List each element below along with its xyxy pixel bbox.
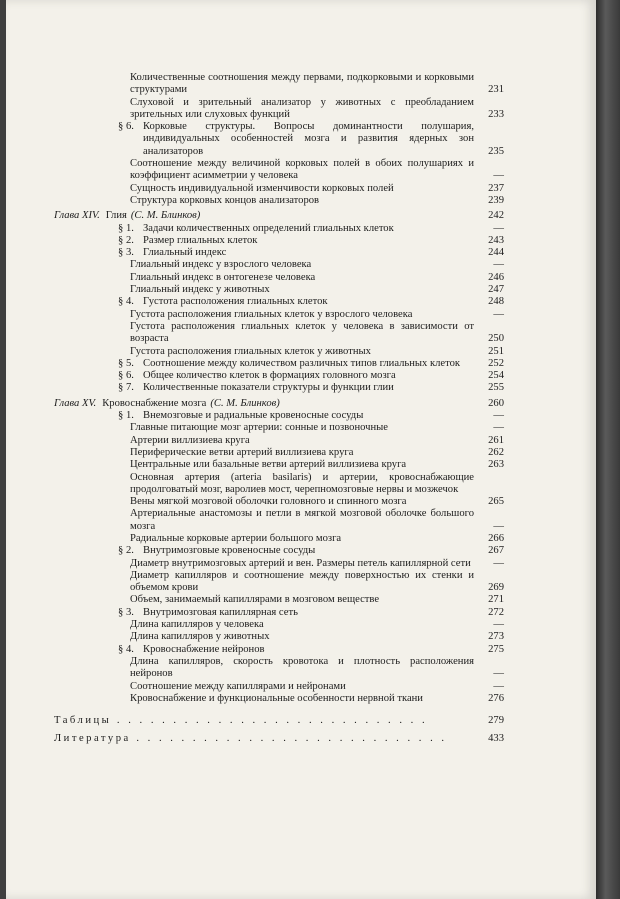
subsection-title: Количественные соотношения между первами, подкорковыми и корковыми структурами	[130, 72, 474, 96]
page-number: —	[476, 410, 504, 422]
toc-entry	[54, 97, 504, 122]
toc-entry	[54, 715, 504, 727]
leader-dots: . . . . . . . . . . . . . . . . . . . . . . . . . . . .	[111, 715, 428, 727]
subsection-title: Слуховой и зрительный анализатор у животных с преобладанием зрительных или слуховых функций	[130, 96, 474, 120]
section-title: Задачи количественных определений глиальных клеток	[143, 222, 394, 234]
section-number: § 1.	[118, 410, 134, 422]
page-number: 231	[476, 84, 504, 96]
toc-entry	[54, 459, 504, 471]
toc-entry	[54, 533, 504, 545]
page-number: 255	[476, 382, 504, 394]
page-number: —	[476, 223, 504, 235]
page-number: —	[476, 309, 504, 321]
toc-entry	[54, 607, 504, 619]
section-number: § 7.	[118, 382, 134, 394]
page-number: —	[476, 422, 504, 434]
section-number: § 1.	[118, 222, 134, 234]
toc-entry	[54, 631, 504, 643]
subsection-title: Длина капилляров у животных	[130, 631, 270, 643]
subsection-title: Центральные или базальные ветви артерий виллизиева круга	[130, 459, 407, 471]
page-number: 265	[476, 496, 504, 508]
section-title: Количественные показатели структуры и функции глии	[143, 382, 394, 394]
page-number: 271	[476, 594, 504, 606]
subsection-title: Соотношение между капиллярами и нейронами	[130, 680, 346, 692]
toc-entry	[54, 309, 504, 321]
section-number: § 3.	[118, 606, 134, 618]
toc-entry	[54, 410, 504, 422]
page-number: 262	[476, 447, 504, 459]
page-number: 273	[476, 631, 504, 643]
subsection-title: Диаметр капилляров и соотношение между поверхностью их стенки и объемом крови	[130, 569, 474, 594]
page-number: —	[476, 170, 504, 182]
subsection-title: Периферические ветви артерий виллизиева круга	[130, 446, 354, 458]
toc-entry	[54, 570, 504, 595]
page-number: —	[476, 521, 504, 533]
toc-entry	[54, 121, 504, 158]
chapter-authors: (С. М. Блинков)	[210, 397, 280, 409]
page-number: 237	[476, 183, 504, 195]
section-number: § 4.	[118, 643, 134, 655]
subsection-title: Длина капилляров, скорость кровотока и плотность расположения нейронов	[130, 655, 474, 680]
page-number: 233	[476, 109, 504, 121]
toc-entry	[54, 398, 504, 410]
subsection-title: Объем, занимаемый капиллярами в мозговом веществе	[130, 594, 380, 606]
chapter-authors: (С. М. Блинков)	[130, 210, 201, 222]
page-number: 267	[476, 545, 504, 557]
page-number: —	[476, 668, 504, 680]
subsection-title: Артериальные анастомозы и петли в мягкой мозговой оболочке большого мозга	[130, 508, 474, 532]
toc-entry	[54, 619, 504, 631]
section-title: Внутримозговая капиллярная сеть	[143, 606, 298, 618]
chapter-title: Глия	[105, 210, 127, 222]
subsection-title: Соотношение между величиной корковых полей в обоих полушариях и коэффициент асимметрии у человека	[130, 158, 474, 182]
toc-entry	[54, 733, 504, 745]
section-number: § 2.	[118, 234, 134, 246]
table-of-contents	[54, 72, 504, 746]
toc-entry	[54, 183, 504, 195]
toc-entry	[54, 472, 504, 497]
toc-entry	[54, 272, 504, 284]
section-title: Густота расположения глиальных клеток	[143, 296, 328, 308]
toc-entry	[54, 158, 504, 183]
page-number: 263	[476, 459, 504, 471]
section-title: Внемозговые и радиальные кровеносные сосуды	[143, 410, 364, 422]
page-number: —	[476, 619, 504, 631]
toc-entry	[54, 422, 504, 434]
chapter-label: Глава XIV.	[54, 210, 100, 222]
page-number: 239	[476, 195, 504, 207]
subsection-title: Радиальные корковые артерии большого мозга	[130, 532, 342, 544]
subsection-title: Кровоснабжение и функциональные особенности нервной ткани	[130, 692, 423, 704]
page-number: —	[476, 259, 504, 271]
subsection-title: Глиальный индекс в онтогенезе человека	[130, 271, 316, 283]
section-title: Общее количество клеток в формациях головного мозга	[143, 370, 396, 382]
toc-entry	[54, 644, 504, 656]
subsection-title: Главные питающие мозг артерии: сонные и позвоночные	[130, 422, 388, 434]
page-number: 251	[476, 346, 504, 358]
page-number: 247	[476, 284, 504, 296]
toc-entry	[54, 435, 504, 447]
toc-entry	[54, 693, 504, 705]
subsection-title: Глиальный индекс у взрослого человека	[130, 259, 312, 271]
section-title: Внутримозговые кровеносные сосуды	[143, 545, 316, 557]
toc-entry	[54, 508, 504, 533]
toc-entry	[54, 321, 504, 346]
toc-entry	[54, 358, 504, 370]
toc-entry	[54, 496, 504, 508]
chapter-label: Глава XV.	[54, 397, 97, 409]
page-number: 254	[476, 370, 504, 382]
subsection-title: Густота расположения глиальных клеток у человека в зависимости от возраста	[130, 320, 474, 345]
toc-entry	[54, 195, 504, 207]
page-number: 261	[476, 435, 504, 447]
page-number: 246	[476, 272, 504, 284]
toc-entry	[54, 259, 504, 271]
page-number: 260	[476, 398, 504, 410]
page-number: 235	[476, 146, 504, 158]
toc-entry	[54, 284, 504, 296]
toc-entry	[54, 545, 504, 557]
section-number: § 6.	[118, 121, 134, 133]
subsection-title: Артерии виллизиева круга	[130, 434, 250, 446]
toc-entry	[54, 594, 504, 606]
page-number: 279	[476, 715, 504, 727]
back-matter-title: Таблицы	[54, 715, 112, 727]
section-title: Корковые структуры. Вопросы доминантности полушария, индивидуальных особенностей мозга и развития ядерных зон анализаторов	[143, 121, 474, 157]
subsection-title: Густота расположения глиальных клеток у взрослого человека	[130, 308, 413, 320]
page-number: 252	[476, 358, 504, 370]
page-number: 433	[476, 733, 504, 745]
toc-entry	[54, 681, 504, 693]
back-matter-title: Литература	[54, 733, 131, 745]
toc-entry	[54, 656, 504, 681]
toc-entry	[54, 296, 504, 308]
page-number: 276	[476, 693, 504, 705]
toc-entry	[54, 247, 504, 259]
subsection-title: Диаметр внутримозговых артерий и вен. Размеры петель капиллярной сети	[130, 557, 471, 569]
subsection-title: Густота расположения глиальных клеток у животных	[130, 345, 371, 357]
toc-entry	[54, 346, 504, 358]
page-number: 243	[476, 235, 504, 247]
toc-entry	[54, 235, 504, 247]
page-number: 275	[476, 644, 504, 656]
toc-entry	[54, 72, 504, 97]
section-number: § 2.	[118, 545, 134, 557]
page-number: 266	[476, 533, 504, 545]
subsection-title: Основная артерия (arteria basilaris) и артерии, кровоснабжающие продолговатый мозг, варолиев мост, черепномозговые нервы и мозжечок	[130, 471, 474, 495]
leader-dots: . . . . . . . . . . . . . . . . . . . . . . . . . . . .	[130, 733, 448, 745]
page-number: 244	[476, 247, 504, 259]
page-number: 250	[476, 333, 504, 345]
page-number: 248	[476, 296, 504, 308]
toc-entry	[54, 210, 504, 222]
page-number: —	[476, 558, 504, 570]
subsection-title: Длина капилляров у человека	[130, 619, 264, 631]
page-number: —	[476, 681, 504, 693]
section-number: § 5.	[118, 357, 134, 369]
section-number: § 4.	[118, 296, 134, 308]
subsection-title: Структура корковых концов анализаторов	[130, 194, 320, 206]
section-title: Соотношение между количеством различных типов глиальных клеток	[143, 357, 461, 369]
toc-entry	[54, 447, 504, 459]
section-number: § 6.	[118, 370, 134, 382]
subsection-title: Глиальный индекс у животных	[130, 284, 270, 296]
subsection-title: Вены мягкой мозговой оболочки головного и спинного мозга	[130, 496, 407, 508]
page-number: 272	[476, 607, 504, 619]
page-number: 269	[476, 582, 504, 594]
book-spine	[596, 0, 620, 899]
chapter-title: Кровоснабжение мозга	[102, 397, 207, 409]
section-number: § 3.	[118, 247, 134, 259]
toc-entry	[54, 223, 504, 235]
section-title: Кровоснабжение нейронов	[143, 643, 265, 655]
toc-entry	[54, 382, 504, 394]
subsection-title: Сущность индивидуальной изменчивости корковых полей	[130, 182, 394, 194]
section-title: Глиальный индекс	[143, 247, 227, 259]
toc-entry	[54, 558, 504, 570]
page-number: 242	[476, 210, 504, 222]
toc-entry	[54, 370, 504, 382]
section-title: Размер глиальных клеток	[143, 234, 258, 246]
